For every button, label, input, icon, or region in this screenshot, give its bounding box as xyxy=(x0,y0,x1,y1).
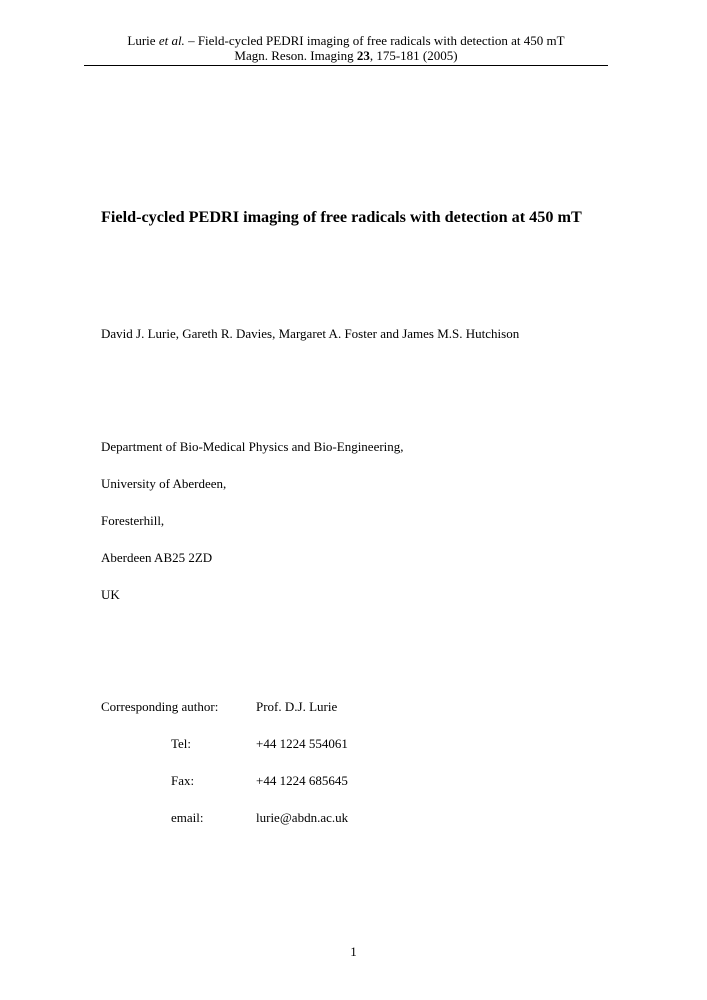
email-value: lurie@abdn.ac.uk xyxy=(256,810,349,825)
tel-value: +44 1224 554061 xyxy=(256,736,348,751)
running-head-pages-year: , 175-181 (2005) xyxy=(369,48,458,63)
fax-label: Fax: xyxy=(171,773,195,788)
running-head-et-al: et al. xyxy=(158,33,185,48)
paper-title: Field-cycled PEDRI imaging of free radicals with detection at 450 mT xyxy=(101,208,582,226)
header-rule xyxy=(84,65,608,66)
running-head-author: Lurie xyxy=(127,33,159,48)
tel-label: Tel: xyxy=(171,736,192,751)
affiliation-department: Department of Bio-Medical Physics and Bio-Engineering, xyxy=(101,439,404,454)
fax-value: +44 1224 685645 xyxy=(256,773,348,788)
corresponding-author-name: Prof. D.J. Lurie xyxy=(256,699,338,714)
affiliation-street: Foresterhill, xyxy=(101,513,165,528)
running-head-line-2 xyxy=(84,48,608,63)
running-head-title: – Field-cycled PEDRI imaging of free radicals with detection at 450 mT xyxy=(184,33,565,48)
corresponding-author-label: Corresponding author: xyxy=(101,699,219,714)
affiliation-university: University of Aberdeen, xyxy=(101,476,227,491)
page-number: 1 xyxy=(350,944,357,959)
running-head-journal: Magn. Reson. Imaging xyxy=(234,48,357,63)
affiliation-city: Aberdeen AB25 2ZD xyxy=(101,550,213,565)
running-head-line-1 xyxy=(84,33,608,48)
author-list: David J. Lurie, Gareth R. Davies, Margaret A. Foster and James M.S. Hutchison xyxy=(101,326,520,341)
running-head xyxy=(84,33,608,63)
affiliation-country: UK xyxy=(101,587,120,602)
email-label: email: xyxy=(171,810,204,825)
running-head-volume: 23 xyxy=(356,48,370,63)
